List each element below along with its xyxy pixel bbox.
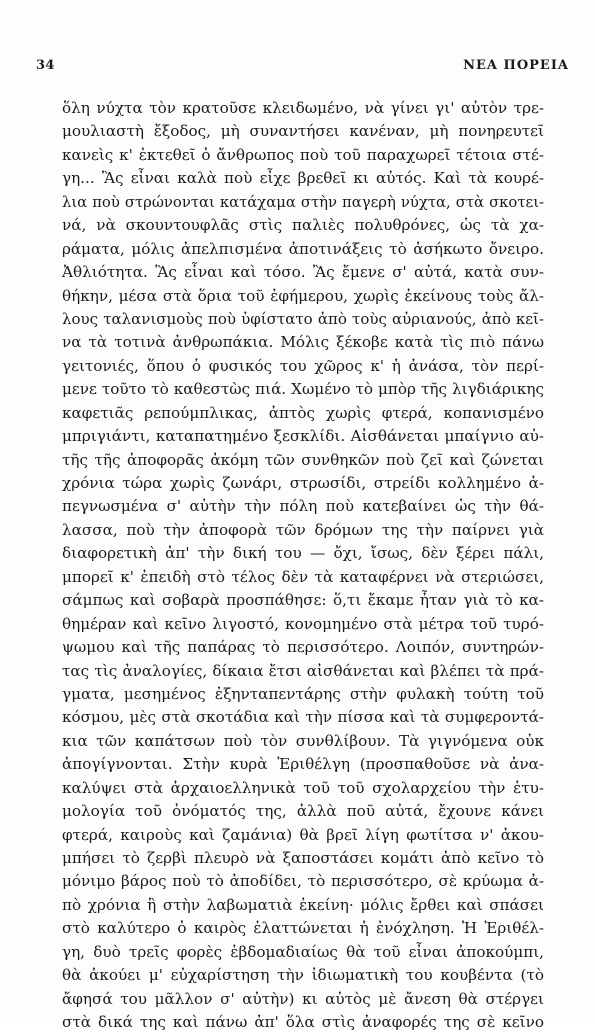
text-line: θημέραν καὶ κεῖνο λιγοστό, κονομημένο στὰ μέτρα τοῦ τυρό- — [62, 614, 544, 633]
text-line: φτερά, καιροὺς καὶ ζαμάνια) θὰ βρεῖ λίγη φωτίτσα ν' ἀκου- — [62, 825, 544, 844]
text-line: μενε τοῦτο τὸ καθεστὼς πιά. Χωμένο τὸ μπὸρ τῆς λιγδιάρικης — [62, 380, 544, 399]
text-line: καλύψει στὰ ἀρχαιοελληνικὰ τοῦ τοῦ σχολαρχείου τὴν ἐτυ- — [62, 778, 544, 797]
text-line: μουλιαστὴ ἔξοδος, μὴ συναντήσει κανέναν, μὴ πονηρευτεῖ — [62, 122, 544, 141]
text-line: τῆς τῆς ἀποφορᾶς ἀκόμη τῶν συνθηκῶν ποὺ ζεῖ καὶ ζώνεται — [62, 450, 544, 469]
text-line: τας τὶς ἀναλογίες, δίκαια ἔτσι αἰσθάνεται καὶ βλέπει τὰ πρά- — [62, 661, 544, 680]
text-line: νά, νὰ σκουντουφλᾶς στὶς παλιὲς πολυθρόνες, ὡς τὰ χα- — [62, 216, 544, 235]
text-line: στὰ δικά της καὶ πάνω ἀπ' ὅλα στὶς ἀναφορές της σὲ κεῖνο — [62, 1013, 544, 1032]
text-line: γειτονιές, ὅπου ὁ φυσικός του χῶρος κ' ἡ ἀνάσα, τὸν περί- — [62, 356, 544, 375]
text-line: Ἀθλιότητα. Ἂς εἶναι καὶ τόσο. Ἂς ἔμενε σ' αὐτά, κατὰ συν- — [62, 263, 544, 282]
text-line: μολογία τοῦ ὀνόματός της, ἀλλὰ ποῦ αὐτά, ἔχουνε κάνει — [62, 802, 544, 821]
text-line: ὅλη νύχτα τὸν κρατοῦσε κλειδωμένο, νὰ γίνει γι' αὐτὸν τρε- — [62, 99, 544, 117]
text-line: να τὰ τοτινὰ ἀνθρωπάκια. Μόλις ξέκοβε κατὰ τὶς πιὸ πάνω — [62, 333, 544, 352]
text-line: κανεὶς κ' ἐκτεθεῖ ὁ ἄνθρωπος ποὺ τοῦ παραχωρεῖ τέτοια στέ- — [62, 145, 544, 164]
running-title: ΝΕΑ ΠΟΡΕΙΑ — [463, 58, 569, 73]
text-line: μόνιμο βάρος ποὺ τὸ ἀποδίδει, τὸ περισσότερο, σὲ κρύωμα ἀ- — [62, 872, 544, 891]
text-line: μπήσει τὸ ζερβὶ πλευρὸ νὰ ξαποστάσει κομάτι ἀπὸ κεῖνο τὸ — [62, 849, 544, 867]
text-line: κια τῶν καπάτσων ποὺ τὸν συνθλίβουν. Τὰ γιγνόμενα οὐκ — [62, 731, 544, 750]
text-line: μπορεῖ κ' ἐπειδὴ στὸ τέλος δὲν τὰ καταφέρνει νὰ στεριώσει, — [62, 567, 544, 586]
text-line: γη... Ἂς εἶναι καλὰ ποὺ εἶχε βρεθεῖ κι αὐτός. Καὶ τὰ κουρέ- — [62, 169, 544, 188]
text-line: λασσα, ποὺ τὴν ἀποφορὰ τῶν δρόμων της τὴν παίρνει γιὰ — [62, 520, 544, 539]
body-text — [62, 97, 544, 1035]
text-line: στὸ καλύτερο ὁ καιρὸς ἐλαττώνεται ἡ ἐνόχληση. Ἡ Ἐριθέλ- — [62, 919, 544, 938]
page-header — [36, 58, 569, 78]
text-line: λους ταλανισμοὺς ποὺ ὑφίστατο ἀπὸ τοὺς αὐριανούς, ἀπὸ κεῖ- — [62, 309, 544, 328]
text-line: χρόνια τώρα χωρὶς ζωνάρι, στρωσίδι, στρείδι κολλημένο ἀ- — [62, 474, 544, 492]
text-line: ἄφησά του μᾶλλον σ' αὐτὴν) κι αὐτὸς μὲ ἄνεση θὰ στέργει — [62, 989, 544, 1008]
text-line: διαφορετικὴ ἀπ' τὴν δική του — ὄχι, ἴσως, δὲν ξέρει πάλι, — [62, 544, 544, 563]
text-line: ράματα, μόλις ἀπελπισμένα ἀποτινάξεις τὸ ἀσήκωτο ὄνειρο. — [62, 239, 544, 258]
text-line: γματα, μεσημένος ἐξηνταπεντάρης στὴν φυλακὴ τούτη τοῦ — [62, 684, 544, 703]
text-line: ἀπογίγνονται. Στὴν κυρὰ Ἐριθέλγη (προσπαθοῦσε νὰ ἀνα- — [62, 755, 544, 774]
text-line: πεγνωσμένα σ' αὐτὴν τὴν πόλη ποὺ κατεβαίνει ὡς τὴν θά- — [62, 497, 544, 516]
text-line: κόσμου, μὲς στὰ σκοτάδια καὶ τὴν πίσσα καὶ τὰ συμφεροντά- — [62, 708, 544, 727]
text-line: καφετιᾶς ρεπούμπλικας, ἀπτὸς χωρὶς φτερά, κοπανισμένο — [62, 403, 544, 422]
text-line: λια ποὺ στρώνονται κατάχαμα στὴν παγερὴ νύχτα, στὰ σκοτει- — [62, 193, 544, 211]
page-number: 34 — [36, 58, 55, 73]
text-line: γη, δυὸ τρεῖς φορὲς ἑβδομαδιαίως θὰ τοῦ εἶναι ἀποκούμπι, — [62, 942, 544, 961]
text-line: μπριγιάντι, καταπατημένο ξεσκλίδι. Αἰσθάνεται μπαίγνιο αὐ- — [62, 427, 544, 446]
text-line: πὸ χρόνια ἢ στὴν λαβωματιὰ ἐκείνη· μόλις ἔρθει καὶ σπάσει — [62, 895, 544, 914]
text-line: σάμπως καὶ σοβαρὰ προσπάθησε: ὅ,τι ἔκαμε ἦταν γιὰ τὸ κα- — [62, 591, 544, 610]
text-line: ψωμου καὶ τῆς παπάρας τὸ περισσότερο. Λοιπόν, συντηρών- — [62, 638, 544, 657]
text-line: θὰ ἀκούει μ' εὐχαρίστηση τὴν ἰδιωματικὴ του κουβέντα (τὸ — [62, 966, 544, 985]
text-line: θήκην, μέσα στὰ ὅρια τοῦ ἐφήμερου, χωρὶς ἐκείνους τοὺς ἄλ- — [62, 286, 544, 305]
